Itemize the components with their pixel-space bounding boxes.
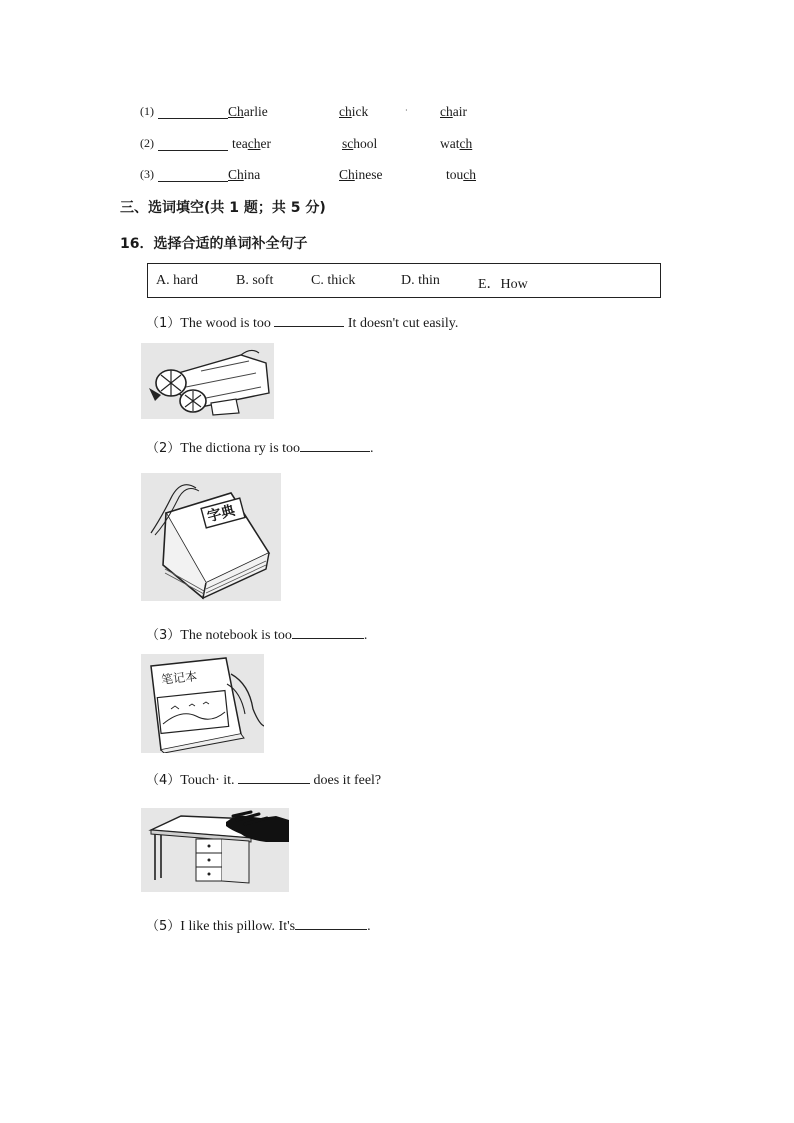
answer-blank[interactable]	[158, 138, 228, 151]
answer-blank[interactable]	[158, 169, 228, 182]
answer-blank[interactable]	[292, 626, 364, 639]
item-number: （2）	[146, 441, 181, 456]
word-china: China	[228, 167, 261, 182]
word-touch: touch	[446, 167, 477, 182]
row-number: (2)	[140, 136, 154, 150]
item-text-after: .	[370, 441, 374, 456]
item-text-after: does it feel?	[310, 773, 382, 788]
word-school: school	[342, 136, 378, 151]
item-5	[146, 915, 371, 935]
option-c: C. thick	[311, 273, 356, 288]
word-teacher: teacher	[232, 136, 271, 151]
wood-logs-image	[141, 343, 274, 419]
option-a: A. hard	[156, 273, 198, 288]
option-e: E．How	[478, 277, 528, 292]
question-heading	[120, 233, 307, 253]
dot-mark: ·	[405, 106, 408, 115]
answer-blank[interactable]	[274, 314, 344, 327]
row-number: (3)	[140, 167, 154, 181]
item-4	[146, 769, 381, 789]
item-3	[146, 624, 367, 644]
item-text-before: Touch· it.	[180, 773, 239, 788]
item-text-after: It doesn't cut easily.	[344, 316, 459, 331]
item-number: （4）	[146, 773, 181, 788]
question-number: 16．	[120, 236, 154, 252]
word-options-box	[147, 263, 661, 298]
option-b: B. soft	[236, 273, 274, 288]
answer-blank[interactable]	[300, 439, 370, 452]
answer-blank[interactable]	[158, 106, 228, 119]
wood-logs-icon	[141, 343, 274, 419]
word-chinese: Chinese	[339, 167, 383, 182]
answer-blank[interactable]	[238, 771, 310, 784]
notebook-icon	[141, 654, 264, 753]
dictionary-icon	[141, 473, 281, 601]
desk-image	[141, 808, 289, 892]
dictionary-label: 字典	[205, 502, 237, 526]
word-charlie: Charlie	[228, 104, 268, 119]
item-text-before: I like this pillow. It's	[180, 919, 296, 934]
item-1	[146, 312, 458, 332]
item-text-before: The dictiona ry is too	[180, 441, 301, 456]
row-number: (1)	[140, 104, 154, 118]
word-watch: watch	[440, 136, 473, 151]
item-number: （5）	[146, 919, 181, 934]
item-text-after: .	[363, 628, 368, 643]
item-number: （1）	[146, 316, 181, 331]
word-chair: chair	[440, 104, 467, 119]
item-text-before: The wood is too	[180, 316, 275, 331]
notebook-image	[141, 654, 264, 753]
desk-with-hand-icon	[141, 808, 289, 892]
question-title: 选择合适的单词补全句子	[153, 236, 308, 252]
item-text-after: .	[367, 919, 371, 934]
item-text-before: The notebook is too	[180, 628, 292, 643]
dictionary-image	[141, 473, 281, 601]
notebook-label: 笔记本	[160, 669, 198, 687]
item-number: （3）	[146, 628, 181, 643]
answer-blank[interactable]	[295, 917, 367, 930]
option-d: D. thin	[401, 273, 440, 288]
section-heading: 三、选词填空(共 1 题；共 5 分)	[120, 200, 326, 216]
word-chick: chick	[339, 104, 369, 119]
item-2	[146, 437, 374, 457]
